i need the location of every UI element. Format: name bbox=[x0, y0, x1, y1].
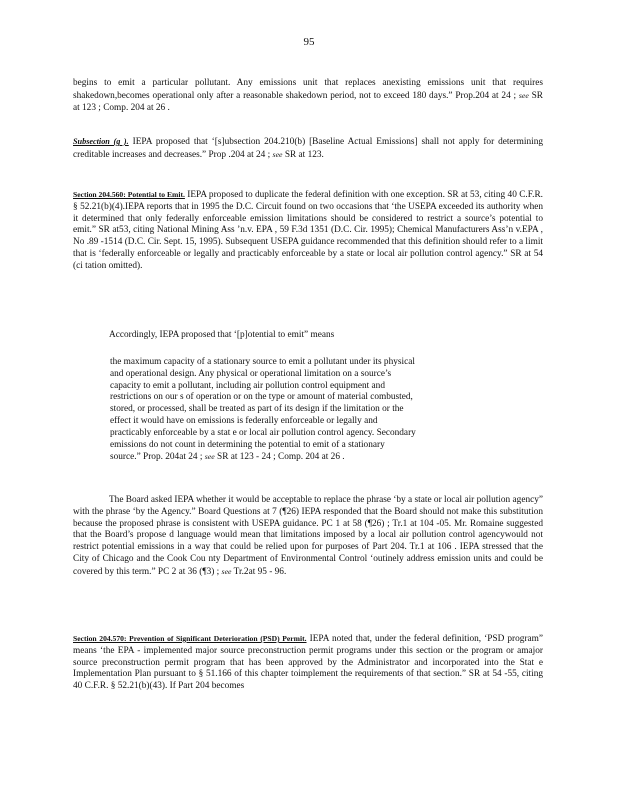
paragraph-board-question bbox=[73, 495, 543, 579]
section-heading: Section 204.570: Prevention of Significant Deterioration (PSD) Permit. bbox=[73, 634, 307, 643]
paragraph-text: IEPA proposed to duplicate the federal definition with one exception. SR at 53, citing 40 C.F.R. § 52.21(b)(4).IEPA reports that in 1995 the D.C. Circuit found on two occasions that ‘the USEPA exceeded its authority when it determined that only federally enforceable emission limitations should be considered to restrict a source’s potential to emit.” SR at53, citing National Mining Ass ’n.v. EPA , 59 F.3d 1351 (D.C. Cir. 1995); Chemical Manufacturers Ass’n v.EPA , No .89 -1514 (D.C. Cir. Sept. 15, 1995). Subsequent USEPA guidance recommended that this definition should refer to a limit that is ‘federally enforceable or legally and practicably enforceable by a state or local air pollution control agency.” SR at 54 (ci tation omitted). bbox=[73, 190, 543, 271]
quote-line: stored, or processed, shall be treated as part of its design if the limitation or the bbox=[110, 404, 404, 415]
quote-line: practicably enforceable by a stat e or local air pollution control agency. Secondary bbox=[110, 427, 416, 438]
paragraph-text: Accordingly, IEPA proposed that ‘[p]otential to emit” means bbox=[109, 330, 335, 340]
paragraph-text: IEPA proposed that ‘[s]ubsection 204.210(b) [Baseline Actual Emissions] shall not apply for determining creditable increases and decreases.” Prop .204 at 24 ; bbox=[73, 137, 543, 160]
see-signal: see bbox=[204, 452, 215, 462]
quote-citation: source.” Prop. 204at 24 ; bbox=[110, 452, 203, 463]
page-number: 95 bbox=[303, 36, 315, 48]
see-signal: see bbox=[518, 90, 529, 100]
quote-line: effect it would have on emissions is federally enforceable or legally and bbox=[110, 415, 378, 426]
quote-line: restrictions on our s of operation or on the type or amount of material combusted, bbox=[110, 392, 413, 403]
citation: SR at 123 - 24 ; Comp. 204 at 26 . bbox=[214, 452, 345, 463]
quote-line: emissions do not count in determining the potential to emit of a stationary bbox=[110, 439, 385, 450]
paragraph-text: The Board asked IEPA whether it would be acceptable to replace the phrase ‘by a state or local air pollution agency” with the phrase ‘by the Agency.” Board Questions at 7 (¶26) IEPA responded that the Board should not make this substitution because the proposed phrase is consistent with USEPA guidance. PC 1 at 58 (¶26) ; Tr.1 at 104 -05. Mr. Romaine suggested that the Board’s propose d language would mean that limitations imposed by a local air pollution control agencywould not restrict potential emissions in a way that could be relied upon for purposes of Part 204. Tr.1 at 106 . IEPA stressed that the City of Chicago and the Cook Cou nty Department of Environmental Control ‘outinely address emission units and could be covered by this term.” PC 2 at 36 (¶3) ; bbox=[73, 495, 543, 577]
quote-line: and operational design. Any physical or operational limitation on a source’s bbox=[110, 368, 392, 379]
quote-line: capacity to emit a pollutant, including air pollution control equipment and bbox=[110, 380, 385, 391]
quote-line-last bbox=[110, 451, 510, 464]
paragraph-text: IEPA noted that, under the federal definition, ‘PSD program” means ‘the EPA - implemented major source preconstruction permit programs under this section or the program or amajor source preconstruction permit program that has been approved by the Administrator and incorporated into the Stat e Implementation Plan pursuant to § 51.166 of this chapter toimplement the requirements of that section.” SR at 54 -55, citing 40 C.F.R. § 52.21(b)(43). If Part 204 becomes bbox=[73, 634, 544, 692]
citation: SR at 123. bbox=[282, 149, 324, 160]
paragraph-text: begins to emit a particular pollutant. Any emissions unit that replaces anexisting emissions unit that requires shakedown,becomes operational only after a reasonable shakedown period, not to exceed 180 days.” Prop.204 at 24 ; bbox=[73, 78, 543, 101]
citation: Tr.2at 95 - 96. bbox=[231, 566, 287, 577]
paragraph-psd-permit bbox=[73, 633, 543, 693]
subsection-heading: Subsection (g ). bbox=[73, 137, 129, 146]
citation: SR at 123 ; Comp. 204 at 26 . bbox=[73, 90, 543, 113]
block-quote bbox=[110, 357, 510, 464]
section-heading: Section 204.560: Potential to Emit. bbox=[73, 190, 185, 199]
paragraph-shakedown bbox=[73, 78, 543, 114]
see-signal: see bbox=[272, 149, 283, 159]
quote-line: the maximum capacity of a stationary source to emit a pollutant under its physical bbox=[110, 357, 415, 367]
paragraph-accordingly bbox=[73, 330, 543, 342]
see-signal: see bbox=[221, 566, 232, 576]
paragraph-potential-to-emit bbox=[73, 189, 543, 273]
paragraph-subsection-g bbox=[73, 136, 543, 162]
